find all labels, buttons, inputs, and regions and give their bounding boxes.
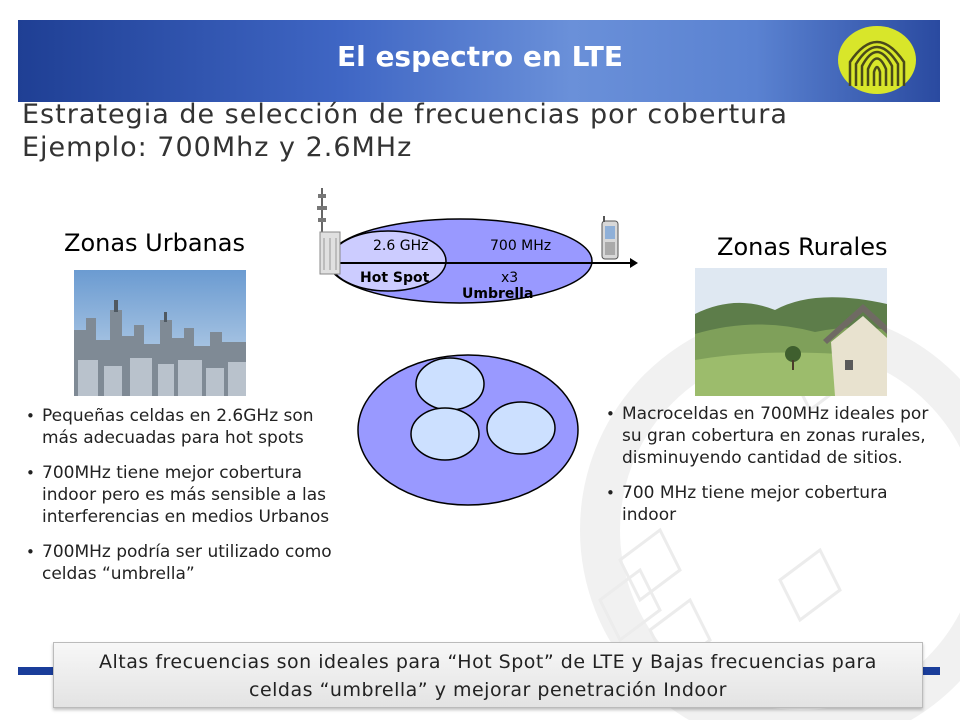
urban-bullet-list xyxy=(24,405,349,598)
urban-title: Zonas Urbanas xyxy=(64,229,245,257)
footer-line-2: celdas “umbrella” y mejorar penetración Indoor xyxy=(249,679,727,701)
slide-title: El espectro en LTE xyxy=(336,40,624,73)
list-item: • Pequeñas celdas en 2.6GHz son más adecuadas para hot spots xyxy=(24,405,349,449)
list-item: • 700MHz podría ser utilizado como celdas “umbrella” xyxy=(24,541,349,585)
small-cell xyxy=(487,402,555,454)
rural-bullet-list xyxy=(604,403,929,539)
city-skyline-photo xyxy=(74,270,246,396)
freq-low-label: 700 MHz xyxy=(490,238,552,254)
footer-line-1: Altas frecuencias son ideales para “Hot Spot” de LTE y Bajas frecuencias para xyxy=(99,651,877,673)
footer-callout xyxy=(53,642,923,708)
list-item: • 700 MHz tiene mejor cobertura indoor xyxy=(604,482,929,526)
umbrella-label: Umbrella xyxy=(462,286,534,302)
freq-high-label: 2.6 GHz xyxy=(373,238,429,254)
rural-title: Zonas Rurales xyxy=(717,233,888,261)
multiplier-label: x3 xyxy=(501,270,519,286)
base-station-icon xyxy=(317,188,340,274)
mobile-phone-icon xyxy=(602,216,618,259)
list-item: • 700MHz tiene mejor cobertura indoor pero es más sensible a las interferencias en medios Urbanos xyxy=(24,462,349,528)
small-cell xyxy=(411,408,479,460)
cell-reuse-diagram xyxy=(355,352,581,508)
frequency-coverage-diagram xyxy=(300,186,640,306)
subtitle-line-2: Ejemplo: 700Mhz y 2.6MHz xyxy=(22,132,413,163)
countryside-photo xyxy=(695,268,887,396)
hotspot-label: Hot Spot xyxy=(360,270,430,286)
slide-subtitle xyxy=(22,98,788,164)
subtitle-line-1: Estrategia de selección de frecuencias por cobertura xyxy=(22,99,788,130)
small-cell xyxy=(416,358,484,410)
university-logo xyxy=(836,24,918,96)
list-item: • Macroceldas en 700MHz ideales por su gran cobertura en zonas rurales, disminuyendo cantidad de sitios. xyxy=(604,403,929,469)
